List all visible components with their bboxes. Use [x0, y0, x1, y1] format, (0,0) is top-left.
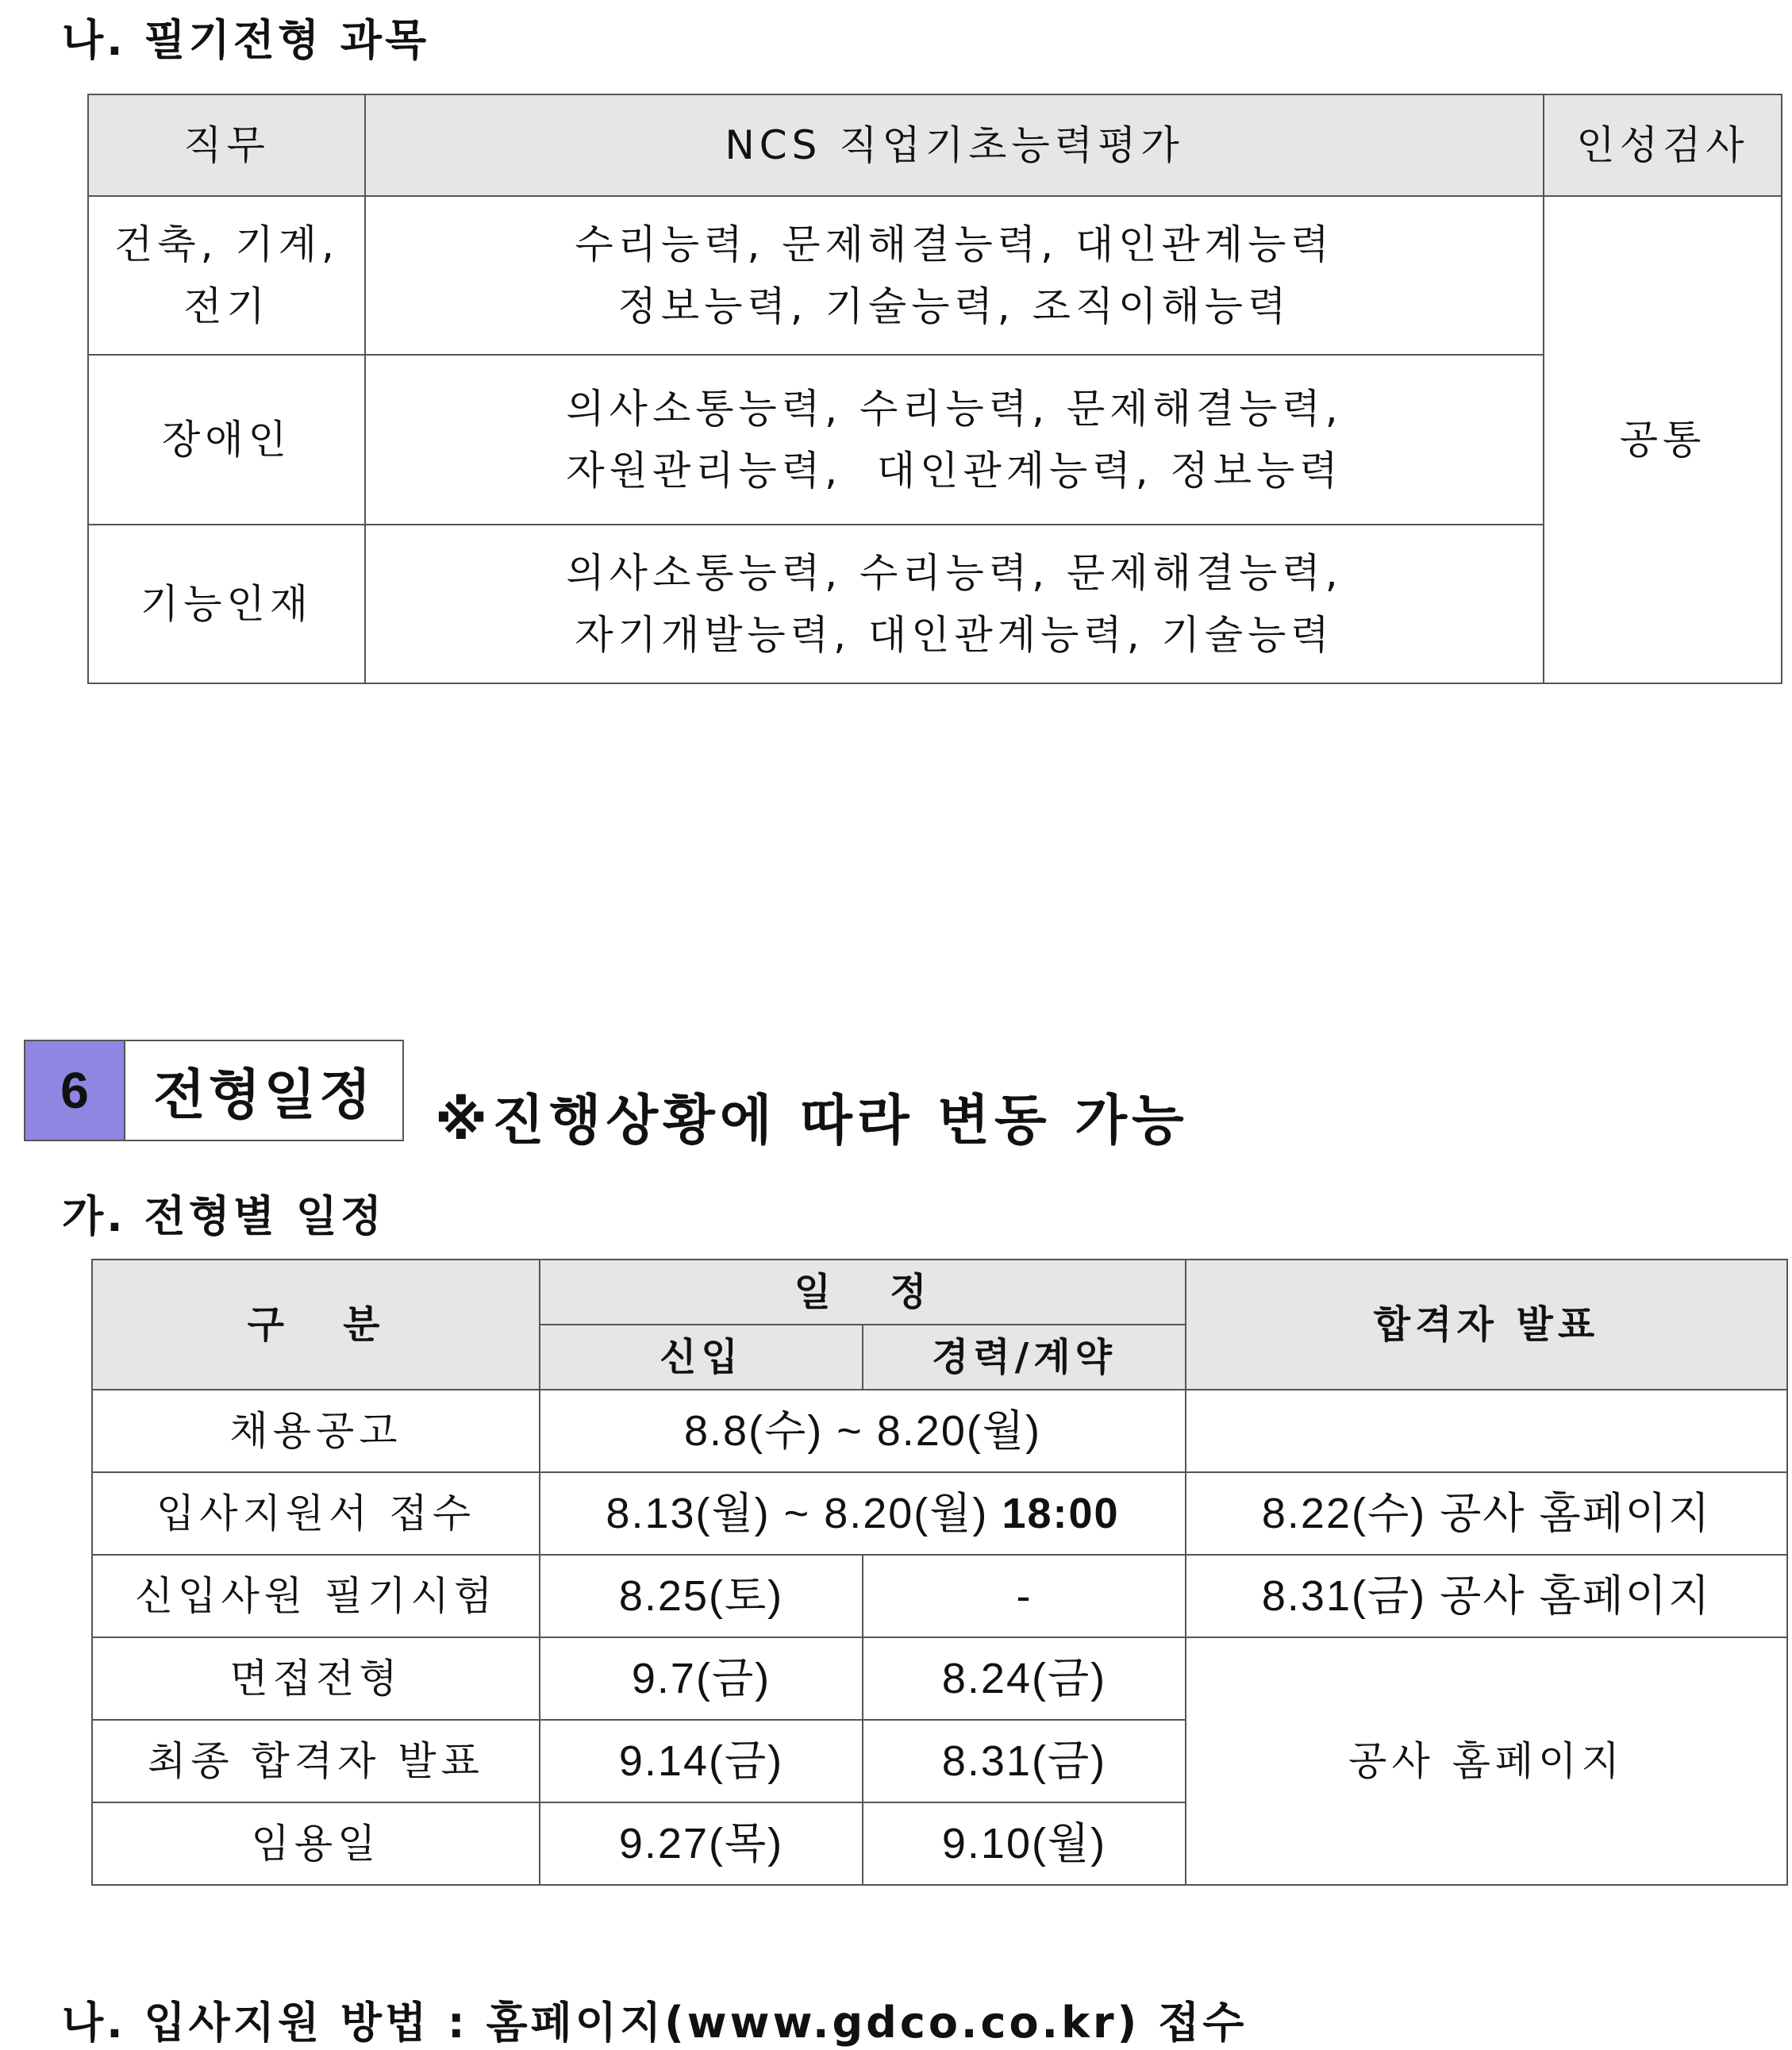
table-row — [88, 525, 1782, 683]
ncs-line: 자기개발능력, 대인관계능력, 기술능력 — [575, 612, 1334, 658]
header-job: 직무 — [88, 94, 365, 196]
job-cell: 기능인재 — [88, 525, 365, 683]
table-row — [88, 355, 1782, 525]
date-cell: 8.8(수) ~ 8.20(월) — [540, 1390, 1186, 1472]
category-cell: 최종 합격자 발표 — [92, 1720, 540, 1802]
table-row — [88, 196, 1782, 355]
header-category: 구 분 — [92, 1260, 540, 1390]
job-cell — [88, 196, 365, 355]
date-range: 8.13(월) ~ 8.20(월) — [606, 1490, 989, 1537]
announce-cell-merged: 공사 홈페이지 — [1186, 1637, 1787, 1885]
table-header-row — [92, 1260, 1787, 1325]
deadline-time: 18:00 — [1002, 1490, 1120, 1537]
job-line: 전기 — [183, 283, 270, 329]
new-date-cell: 8.25(토) — [540, 1555, 863, 1637]
written-exam-heading: 나. 필기전형 과목 — [62, 15, 430, 65]
category-cell: 신입사원 필기시험 — [92, 1555, 540, 1637]
date-cell — [540, 1472, 1186, 1555]
ncs-cell — [365, 525, 1544, 683]
header-ncs: NCS 직업기초능력평가 — [365, 94, 1544, 196]
table-row — [92, 1390, 1787, 1472]
ncs-line: 의사소통능력, 수리능력, 문제해결능력, — [566, 550, 1343, 596]
ncs-cell — [365, 196, 1544, 355]
ncs-cell — [365, 355, 1544, 525]
category-cell: 임용일 — [92, 1802, 540, 1885]
announce-cell: 8.22(수) 공사 홈페이지 — [1186, 1472, 1787, 1555]
category-cell: 면접전형 — [92, 1637, 540, 1720]
header-announce: 합격자 발표 — [1186, 1260, 1787, 1390]
section-title: 전형일정 — [153, 1063, 375, 1127]
new-date-cell: 9.7(금) — [540, 1637, 863, 1720]
personality-cell: 공통 — [1544, 196, 1782, 683]
category-cell: 입사지원서 접수 — [92, 1472, 540, 1555]
section-6-header — [24, 1040, 404, 1141]
schedule-table — [91, 1259, 1788, 1886]
header-schedule: 일 정 — [540, 1260, 1186, 1325]
career-date-cell: - — [863, 1555, 1186, 1637]
ncs-line: 수리능력, 문제해결능력, 대인관계능력 — [575, 221, 1334, 267]
schedule-subheading: 가. 전형별 일정 — [62, 1191, 386, 1241]
apply-method-heading: 나. 입사지원 방법 : 홈페이지(www.gdco.co.kr) 접수 — [62, 1998, 1248, 2048]
header-new: 신입 — [540, 1325, 863, 1390]
job-cell: 장애인 — [88, 355, 365, 525]
career-date-cell: 8.24(금) — [863, 1637, 1186, 1720]
new-date-cell: 9.14(금) — [540, 1720, 863, 1802]
ncs-line: 정보능력, 기술능력, 조직이해능력 — [617, 283, 1291, 329]
category-cell: 채용공고 — [92, 1390, 540, 1472]
career-date-cell: 9.10(월) — [863, 1802, 1186, 1885]
ncs-line: 자원관리능력, 대인관계능력, 정보능력 — [566, 448, 1343, 494]
announce-cell — [1186, 1390, 1787, 1472]
header-career: 경력/계약 — [863, 1325, 1186, 1390]
table-row — [92, 1637, 1787, 1720]
new-date-cell: 9.27(목) — [540, 1802, 863, 1885]
table-row — [92, 1472, 1787, 1555]
written-exam-table — [87, 94, 1782, 684]
career-date-cell: 8.31(금) — [863, 1720, 1186, 1802]
section-number: 6 — [25, 1041, 125, 1140]
job-line: 건축, 기계, — [114, 221, 339, 267]
table-header-row — [88, 94, 1782, 196]
schedule-notice: ※진행상황에 따라 변동 가능 — [435, 1090, 1189, 1152]
announce-cell: 8.31(금) 공사 홈페이지 — [1186, 1555, 1787, 1637]
table-row — [92, 1555, 1787, 1637]
ncs-line: 의사소통능력, 수리능력, 문제해결능력, — [566, 386, 1343, 432]
header-personality: 인성검사 — [1544, 94, 1782, 196]
